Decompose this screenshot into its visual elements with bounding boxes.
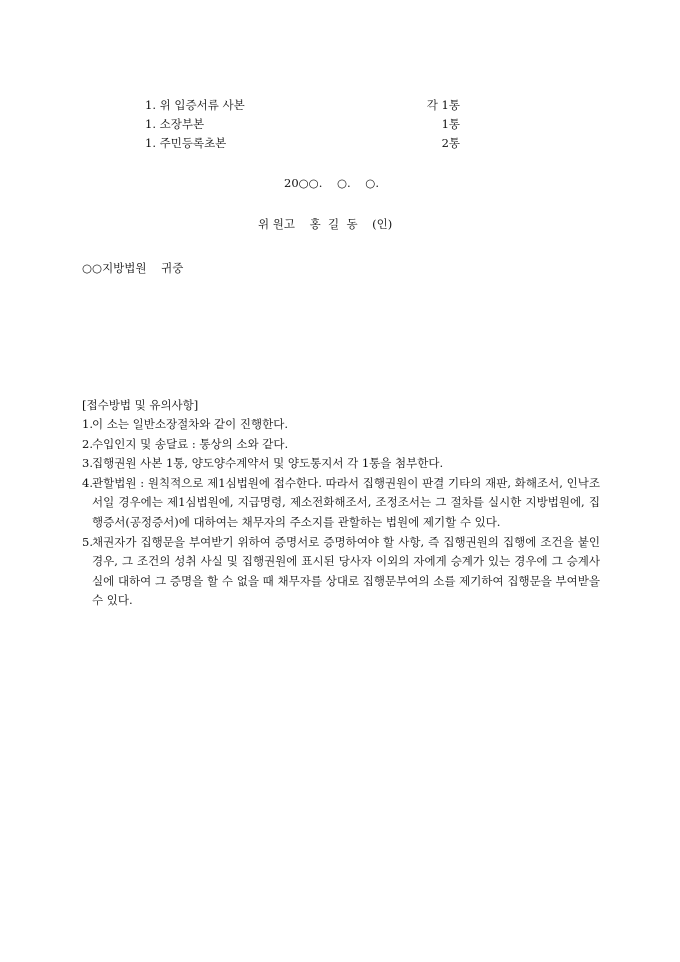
note-text: 관할법원 : 원칙적으로 제1심법원에 접수한다. 따라서 집행권원이 판결 기타의 재판, 화해조서, 인낙조서일 경우에는 제1심법원에, 지급명령, 제소전화해조서, 조정조서는 그 절차를 실시한 지방법원에, 집행증서(공정증서)에 대하여는 채무자의 주소지를 관할하는 법원에 제기할 수 있다. <box>92 475 600 529</box>
note-item <box>82 533 600 611</box>
plaintiff-signature: 위 원고 홍 길 동 (인) <box>258 217 393 231</box>
note-number: 1. <box>82 417 93 431</box>
note-number: 2. <box>82 436 93 451</box>
attachment-row <box>145 116 460 134</box>
attachment-count: 각 1통 <box>426 98 460 112</box>
attachment-count: 1통 <box>441 117 460 131</box>
note-item <box>82 454 600 474</box>
notes-title: [접수방법 및 유의사항] <box>82 398 199 412</box>
note-text: 집행권원 사본 1통, 양도양수계약서 및 양도통지서 각 1통을 첨부한다. <box>92 456 444 471</box>
notes-list <box>82 415 600 611</box>
attachment-label: 1. 위 입증서류 사본 <box>145 98 245 112</box>
note-text: 수입인지 및 송달료 : 통상의 소와 같다. <box>92 436 289 451</box>
document-date: 20○○. ○. ○. <box>284 176 379 190</box>
note-number: 4. <box>82 475 93 490</box>
note-number: 3. <box>82 456 93 471</box>
court-addressee: ○○지방법원 귀중 <box>82 261 184 275</box>
attachment-row <box>145 97 460 115</box>
note-item <box>82 435 600 455</box>
note-text: 이 소는 일반소장절차와 같이 진행한다. <box>92 417 289 431</box>
note-text: 채권자가 집행문을 부여받기 위하여 증명서로 증명하여야 할 사항, 즉 집행권원의 집행에 조건을 붙인 경우, 그 조건의 성취 사실 및 집행권원에 표시된 당사자 이외의 자에게 승계가 있는 경우에 그 승계사실에 대하여 그 증명을 할 수 없을 때 채무자를 상대로 집행문부여의 소를 제기하여 집행문을 부여받을 수 있다. <box>92 534 600 608</box>
attachment-label: 1. 소장부본 <box>145 117 205 131</box>
note-item <box>82 415 600 435</box>
note-item <box>82 474 600 533</box>
attachment-row <box>145 135 460 153</box>
note-number: 5. <box>82 534 93 549</box>
attachment-label: 1. 주민등록초본 <box>145 136 227 150</box>
attachment-count: 2통 <box>441 136 460 150</box>
